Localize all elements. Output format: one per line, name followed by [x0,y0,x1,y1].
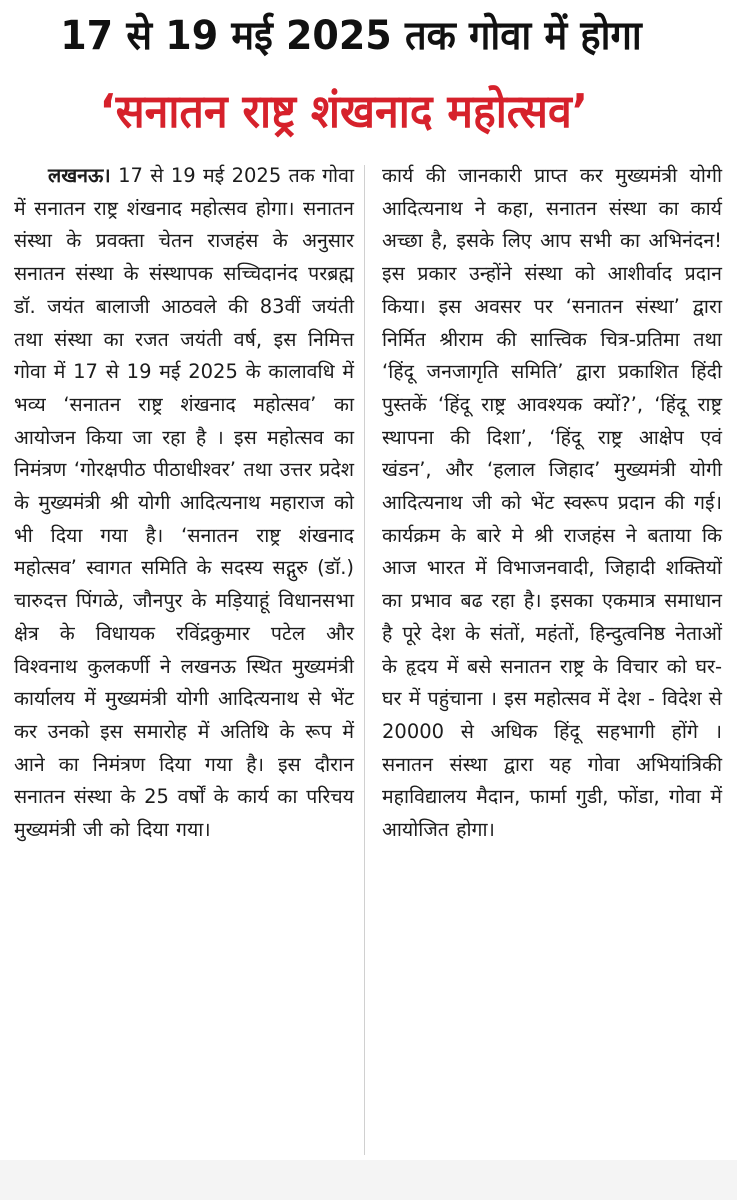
article-column-left [14,160,354,847]
column-right-text: कार्य की जानकारी प्राप्त कर मुख्यमंत्री योगी आदित्यनाथ ने कहा, सनातन संस्था का कार्य अच्छा है, इसके लिए आप सभी का अभिनंदन! इस प्रकार उन्होंने संस्था को आशीर्वाद प्रदान किया। इस अवसर पर ‘सनातन संस्था’ द्वारा निर्मित श्रीराम की सात्त्विक चित्र-प्रतिमा तथा ‘हिंदू जनजागृति समिति’ द्वारा प्रकाशित हिंदी पुस्तकें ‘हिंदू राष्ट्र आवश्यक क्यों?’, ‘हिंदू राष्ट्र स्थापना की दिशा’, ‘हिंदू राष्ट्र आक्षेप एवं खंडन’, और ‘हलाल जिहाद’ मुख्यमंत्री योगी आदित्यनाथ जी को भेंट स्वरूप प्रदान की गई। कार्यक्रम के बारे मे श्री राजहंस ने बताया कि आज भारत में विभाजनवादी, जिहादी शक्तियों का प्रभाव बढ रहा है। इसका एकमात्र समाधान है पूरे देश के संतों, महंतों, हिन्दुत्वनिष्ठ नेताओं के हृदय में बसे सनातन राष्ट्र के विचार को घर-घर में पहुंचाना । इस महोत्सव में देश - विदेश से 20000 से अधिक हिंदू सहभागी होंगे । सनातन संस्था द्वारा यह गोवा अभियांत्रिकी महाविद्यालय मैदान, फार्मा गुडी, फोंडा, गोवा में आयोजित होगा। [382,164,722,842]
headline-line-1: 17 से 19 मई 2025 तक गोवा में होगा [60,13,642,59]
column-left-text: 17 से 19 मई 2025 तक गोवा में सनातन राष्ट्र शंखनाद महोत्सव होगा। सनातन संस्था के प्रवक्ता चेतन राजहंस के अनुसार सनातन संस्था के संस्थापक सच्चिदानंद परब्रह्म डॉ. जयंत बालाजी आठवले की 83वीं जयंती तथा संस्था का रजत जयंती वर्ष, इस निमित्त गोवा में 17 से 19 मई 2025 के कालावधि में भव्य ‘सनातन राष्ट्र शंखनाद महोत्सव’ का आयोजन किया जा रहा है । इस महोत्सव का निमंत्रण ‘गोरक्षपीठ पीठाधीश्वर’ तथा उत्तर प्रदेश के मुख्यमंत्री श्री योगी आदित्यनाथ महाराज को भी दिया गया है। ‘सनातन राष्ट्र शंखनाद महोत्सव’ स्वागत समिति के सदस्य सद्गुरु (डॉ.) चारुदत्त पिंगळे, जौनपुर के मड़ियाहूं विधानसभा क्षेत्र के विधायक रविंद्रकुमार पटेल और विश्वनाथ कुलकर्णी ने लखनऊ स्थित मुख्यमंत्री कार्यालय में मुख्यमंत्री योगी आदित्यनाथ से भेंट कर उनको इस समारोह में अतिथि के रूप में आने का निमंत्रण दिया गया है। इस दौरान सनातन संस्था के 25 वर्षों के कार्य का परिचय मुख्यमंत्री जी को दिया गया। [14,164,354,842]
headline-line-2: ‘सनातन राष्ट्र शंखनाद महोत्सव’ [99,84,589,138]
article-column-right [382,160,722,847]
article-body [14,160,722,847]
dateline: लखनऊ। [48,164,111,187]
